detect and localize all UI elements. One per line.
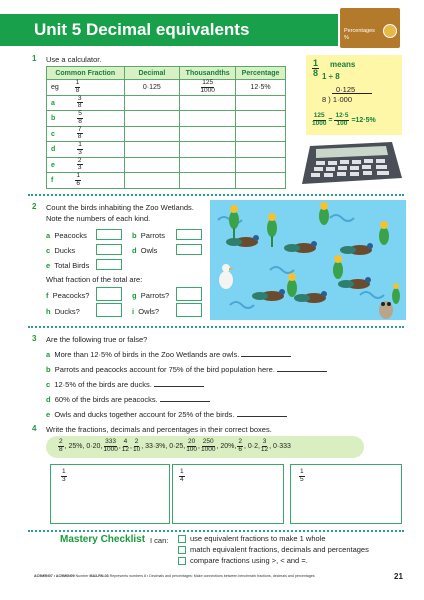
fraction: $\frac{1}{3}$ <box>78 141 82 156</box>
thousandths-cell: $\frac{125}{1000}$ <box>180 80 236 96</box>
percentage-cell[interactable] <box>236 111 286 127</box>
badge-label: Percentages % <box>344 28 375 41</box>
hint-division: 1 ÷ 8 <box>322 72 340 81</box>
fraction-item: f Peacocks? <box>46 291 90 300</box>
parrots-count-input[interactable] <box>176 229 202 240</box>
percentage-cell[interactable] <box>236 95 286 111</box>
hint-quotient: 0·125 <box>336 85 356 94</box>
checkbox[interactable] <box>178 546 186 554</box>
page-title: Unit 5 Decimal equivalents <box>34 20 250 39</box>
coin-icon <box>383 24 397 38</box>
hint-fraction: $\frac{1}{8}$ <box>313 58 319 78</box>
q4-text: Write the fractions, decimals and percentages in their correct boxes. <box>46 425 272 434</box>
checklist-item: compare fractions using >, < and =. <box>190 556 308 565</box>
table-row <box>47 142 286 158</box>
fraction-cell <box>47 111 125 127</box>
row-label: e <box>51 161 55 169</box>
answer-line[interactable] <box>160 401 210 402</box>
answer-box-fifth[interactable]: $\frac{1}{5}$ <box>290 464 402 524</box>
q3-item: d 60% of the birds are peacocks. <box>46 395 210 404</box>
table-row <box>47 126 286 142</box>
checklist-item: use equivalent fractions to make 1 whole <box>190 534 326 543</box>
checklist-row <box>178 545 369 554</box>
checklist-item: match equivalent fractions, decimals and percentages <box>190 545 369 554</box>
col-header: Thousandths <box>180 67 236 80</box>
table-row <box>47 157 286 173</box>
q3-item: c 12·5% of the birds are ducks. <box>46 380 204 389</box>
thousandths-cell[interactable] <box>180 111 236 127</box>
row-label: a <box>51 99 55 107</box>
divider <box>28 530 404 532</box>
answer-line[interactable] <box>154 386 204 387</box>
checkbox[interactable] <box>178 535 186 543</box>
decimal-cell[interactable] <box>124 95 180 111</box>
checklist-title: Mastery Checklist <box>60 534 146 545</box>
q3-item: e Owls and ducks together account for 25% of the birds. <box>46 410 287 419</box>
percentage-cell[interactable] <box>236 173 286 189</box>
fraction: $\frac{1}{8}$ <box>75 79 80 94</box>
col-header: Decimal <box>124 67 180 80</box>
count-item: a Peacocks <box>46 231 87 240</box>
fraction-prompt: What fraction of the total are: <box>46 275 143 284</box>
checklist-row <box>178 534 326 543</box>
checklist-ican: I can: <box>150 536 169 545</box>
col-header: Percentage <box>236 67 286 80</box>
ducks-fraction-input[interactable] <box>96 303 122 317</box>
hint-equation: $\frac{125}{1000}$ = $\frac{12\cdot 5}{100}$ =12·5% <box>312 112 376 127</box>
hint-means: means <box>330 60 356 69</box>
page-number: 21 <box>394 572 403 581</box>
owls-count-input[interactable] <box>176 244 202 255</box>
count-item: b Parrots <box>132 231 165 240</box>
fraction-item: h Ducks? <box>46 307 80 316</box>
fraction: $\frac{3}{8}$ <box>77 94 82 110</box>
answer-line[interactable] <box>277 371 327 372</box>
q3-number: 3 <box>32 334 37 343</box>
thousandths-cell[interactable] <box>180 126 236 142</box>
decimal-cell[interactable] <box>124 173 180 189</box>
percentage-cell[interactable] <box>236 126 286 142</box>
total-birds-input[interactable] <box>96 259 122 270</box>
owls-fraction-input[interactable] <box>176 303 202 317</box>
count-item: d Owls <box>132 246 158 255</box>
values-list: $\frac{2}{8}$ , 25%, 0·20, $\frac{333}{1000}$ , $\frac{4}{12}$ , $\frac{2}{10}$ , 33·3%, 0·25, $\frac{20}{100}$ , $\frac{250}{1000}$ , 20%, $\frac{2}{6}$ , 0·2, $\frac{3}{12}$ , 0·333 <box>59 438 291 453</box>
answer-box-third[interactable]: $\frac{1}{3}$ <box>50 464 170 524</box>
row-label: c <box>51 130 55 138</box>
q2-text-2: Note the numbers of each kind. <box>46 214 151 223</box>
decimal-cell[interactable] <box>124 142 180 158</box>
table-row <box>47 95 286 111</box>
zoo-wetlands-birds-image <box>210 200 406 320</box>
fraction-cell <box>47 157 125 173</box>
decimal-cell[interactable] <box>124 111 180 127</box>
answer-box-quarter[interactable]: $\frac{1}{4}$ <box>172 464 284 524</box>
count-item: c Ducks <box>46 246 76 255</box>
row-label: b <box>51 115 56 123</box>
division-bar <box>332 93 372 94</box>
table-row <box>47 111 286 127</box>
answer-line[interactable] <box>241 356 291 357</box>
table-row <box>47 80 286 96</box>
thousandths-cell[interactable] <box>180 142 236 158</box>
fraction: $\frac{2}{3}$ <box>77 156 82 172</box>
parrots-fraction-input[interactable] <box>176 287 202 301</box>
curriculum-footer: AC9M5N07 • AC9M6N09 Number MA3-RN-03 Represents numbers 8 • Decimals and percentages: Make connections between benchmark fractions, decimals and percentages <box>34 574 315 578</box>
thousandths-cell[interactable] <box>180 157 236 173</box>
checkbox[interactable] <box>178 557 186 565</box>
fraction-cell <box>47 142 125 158</box>
row-label: eg <box>51 84 59 92</box>
fraction-item: g Parrots? <box>132 291 170 300</box>
q2-number: 2 <box>32 202 37 211</box>
conversion-table <box>46 66 286 189</box>
fraction-item: i Owls? <box>132 307 160 316</box>
decimal-cell[interactable] <box>124 126 180 142</box>
q4-number: 4 <box>32 424 37 433</box>
fraction-cell <box>47 126 125 142</box>
percentage-cell[interactable] <box>236 142 286 158</box>
calculator-icon <box>296 140 406 188</box>
percentage-cell[interactable] <box>236 157 286 173</box>
fraction-cell <box>47 95 125 111</box>
peacocks-count-input[interactable] <box>96 229 122 240</box>
q3-text: Are the following true or false? <box>46 335 148 344</box>
decimal-cell[interactable] <box>124 157 180 173</box>
q1-number: 1 <box>32 54 37 63</box>
divider <box>28 326 404 328</box>
fraction: $\frac{7}{8}$ <box>77 125 82 141</box>
fraction: $\frac{5}{8}$ <box>78 110 82 125</box>
answer-line[interactable] <box>237 416 287 417</box>
fraction-cell <box>47 173 125 189</box>
decimal-cell: 0·125 <box>124 80 180 96</box>
fraction-cell <box>47 80 125 96</box>
fraction: $\frac{1}{6}$ <box>76 172 80 187</box>
thousandths-cell[interactable] <box>180 95 236 111</box>
col-header: Common Fraction <box>47 67 125 80</box>
ducks-count-input[interactable] <box>96 244 122 255</box>
percentage-cell: 12·5% <box>236 80 286 96</box>
row-label: d <box>51 146 56 154</box>
count-item: e Total Birds <box>46 261 90 270</box>
row-label: f <box>51 177 54 185</box>
table-row <box>47 173 286 189</box>
q3-item: b Parrots and peacocks account for 75% of the bird population here. <box>46 365 327 374</box>
peacocks-fraction-input[interactable] <box>96 287 122 301</box>
q3-item: a More than 12·5% of birds in the Zoo Wetlands are owls. <box>46 350 291 359</box>
hint-long-division: 8 ) 1·000 <box>322 95 353 104</box>
q1-text: Use a calculator. <box>46 55 102 64</box>
checklist-row <box>178 556 308 565</box>
q2-text-1: Count the birds inhabiting the Zoo Wetlands. <box>46 203 194 212</box>
divider <box>28 194 404 196</box>
thousandths-cell[interactable] <box>180 173 236 189</box>
